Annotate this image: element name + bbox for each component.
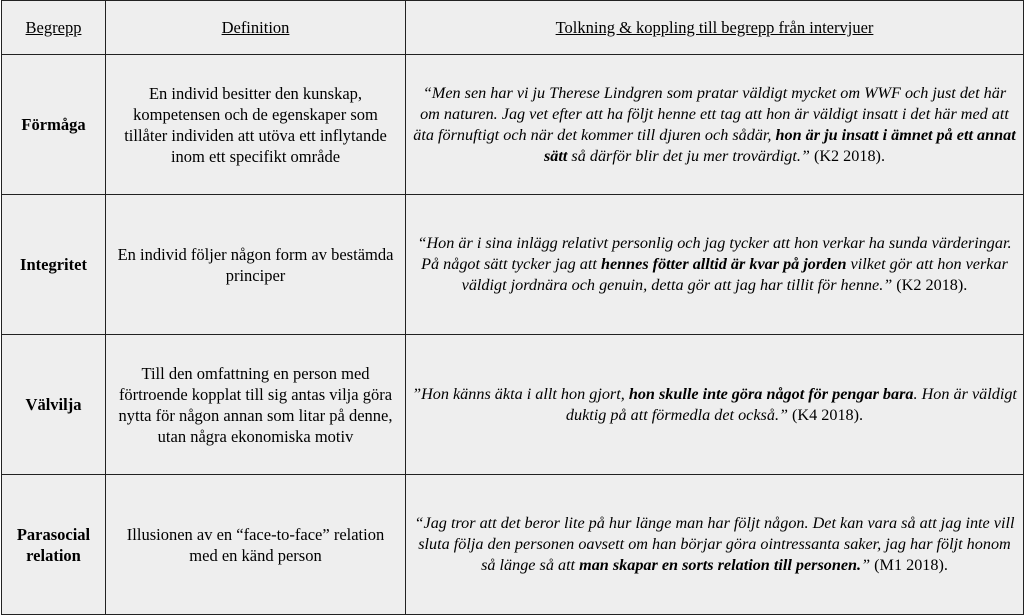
quote-text-end: vilket gör att hon verkar väldigt jordnära och genuin, detta gör att jag har tillit för henne.” — [461, 255, 1008, 294]
quote — [412, 385, 1017, 424]
table-row — [2, 195, 1024, 335]
quote-emphasis: hon är ju insatt i ämnet på ett annat sätt — [543, 125, 1016, 165]
quote-emphasis: man skapar en sorts relation till personen. — [579, 556, 862, 574]
quote-text: ”Hon känns äkta i allt hon gjort, — [412, 384, 629, 403]
header-tolkning — [406, 1, 1024, 55]
quote-text: “Hon är i sina inlägg relativt personlig och jag tycker att hon verkar ha sunda värderingar. På något sätt tycker jag att — [417, 234, 1012, 273]
citation: (M1 2018). — [870, 556, 948, 574]
quote-emphasis: hennes fötter alltid är kvar på jorden — [600, 255, 847, 273]
header-definition — [106, 1, 406, 55]
definition-cell: En individ besitter den kunskap, kompetensen och de egenskaper som tillåter individen att utöva ett inflytande inom ett specifikt område — [106, 55, 406, 195]
citation: (K2 2018). — [809, 146, 885, 165]
citation: (K4 2018). — [788, 405, 864, 424]
concept-table — [1, 0, 1024, 615]
header-row — [2, 1, 1024, 55]
header-tolkning-label: Tolkning & koppling till begrepp från intervjuer — [555, 18, 874, 37]
definition-cell: Illusionen av en “face-to-face” relation med en känd person — [106, 475, 406, 615]
header-definition-label: Definition — [221, 18, 290, 37]
quote-text-end: ” — [861, 556, 871, 574]
quote-text: “Men sen har vi ju Therese Lindgren som pratar väldigt mycket om WWF och just det här om naturen. Jag vet efter att ha följt henne ett tag att hon är väldigt insatt i det här med att äta förnuftigt och när det kommer till djuren och sådär, — [413, 83, 1009, 144]
begrepp-cell: Välvilja — [2, 335, 106, 475]
quote — [413, 84, 1015, 165]
table-row — [2, 55, 1024, 195]
tolkning-cell — [406, 475, 1024, 615]
header-begrepp — [2, 1, 106, 55]
table-row — [2, 475, 1024, 615]
definition-cell: En individ följer någon form av bestämda principer — [106, 195, 406, 335]
table-row — [2, 335, 1024, 475]
tolkning-cell — [406, 55, 1024, 195]
begrepp-cell: Integritet — [2, 195, 106, 335]
quote-text-end: så därför blir det ju mer trovärdigt.” — [567, 146, 810, 165]
header-begrepp-label: Begrepp — [25, 18, 82, 37]
quote-text: “Jag tror att det beror lite på hur länge man har följt någon. Det kan vara så att jag inte vill sluta följa den personen oavsett om han börjar göra ointressanta saker, jag har följt honom så länge så att — [414, 514, 1015, 574]
definition-cell: Till den omfattning en person med förtroende kopplat till sig antas vilja göra nytta för någon annan som litar på denne, utan några ekonomiska motiv — [106, 335, 406, 475]
citation: (K2 2018). — [892, 276, 968, 294]
begrepp-cell: Parasocial relation — [2, 475, 106, 615]
quote-text-end: . Hon är väldigt duktig på att förmedla det också.” — [565, 384, 1017, 424]
quote-emphasis: hon skulle inte göra något för pengar bara — [628, 384, 914, 403]
tolkning-cell — [406, 335, 1024, 475]
begrepp-cell: Förmåga — [2, 55, 106, 195]
tolkning-cell — [406, 195, 1024, 335]
